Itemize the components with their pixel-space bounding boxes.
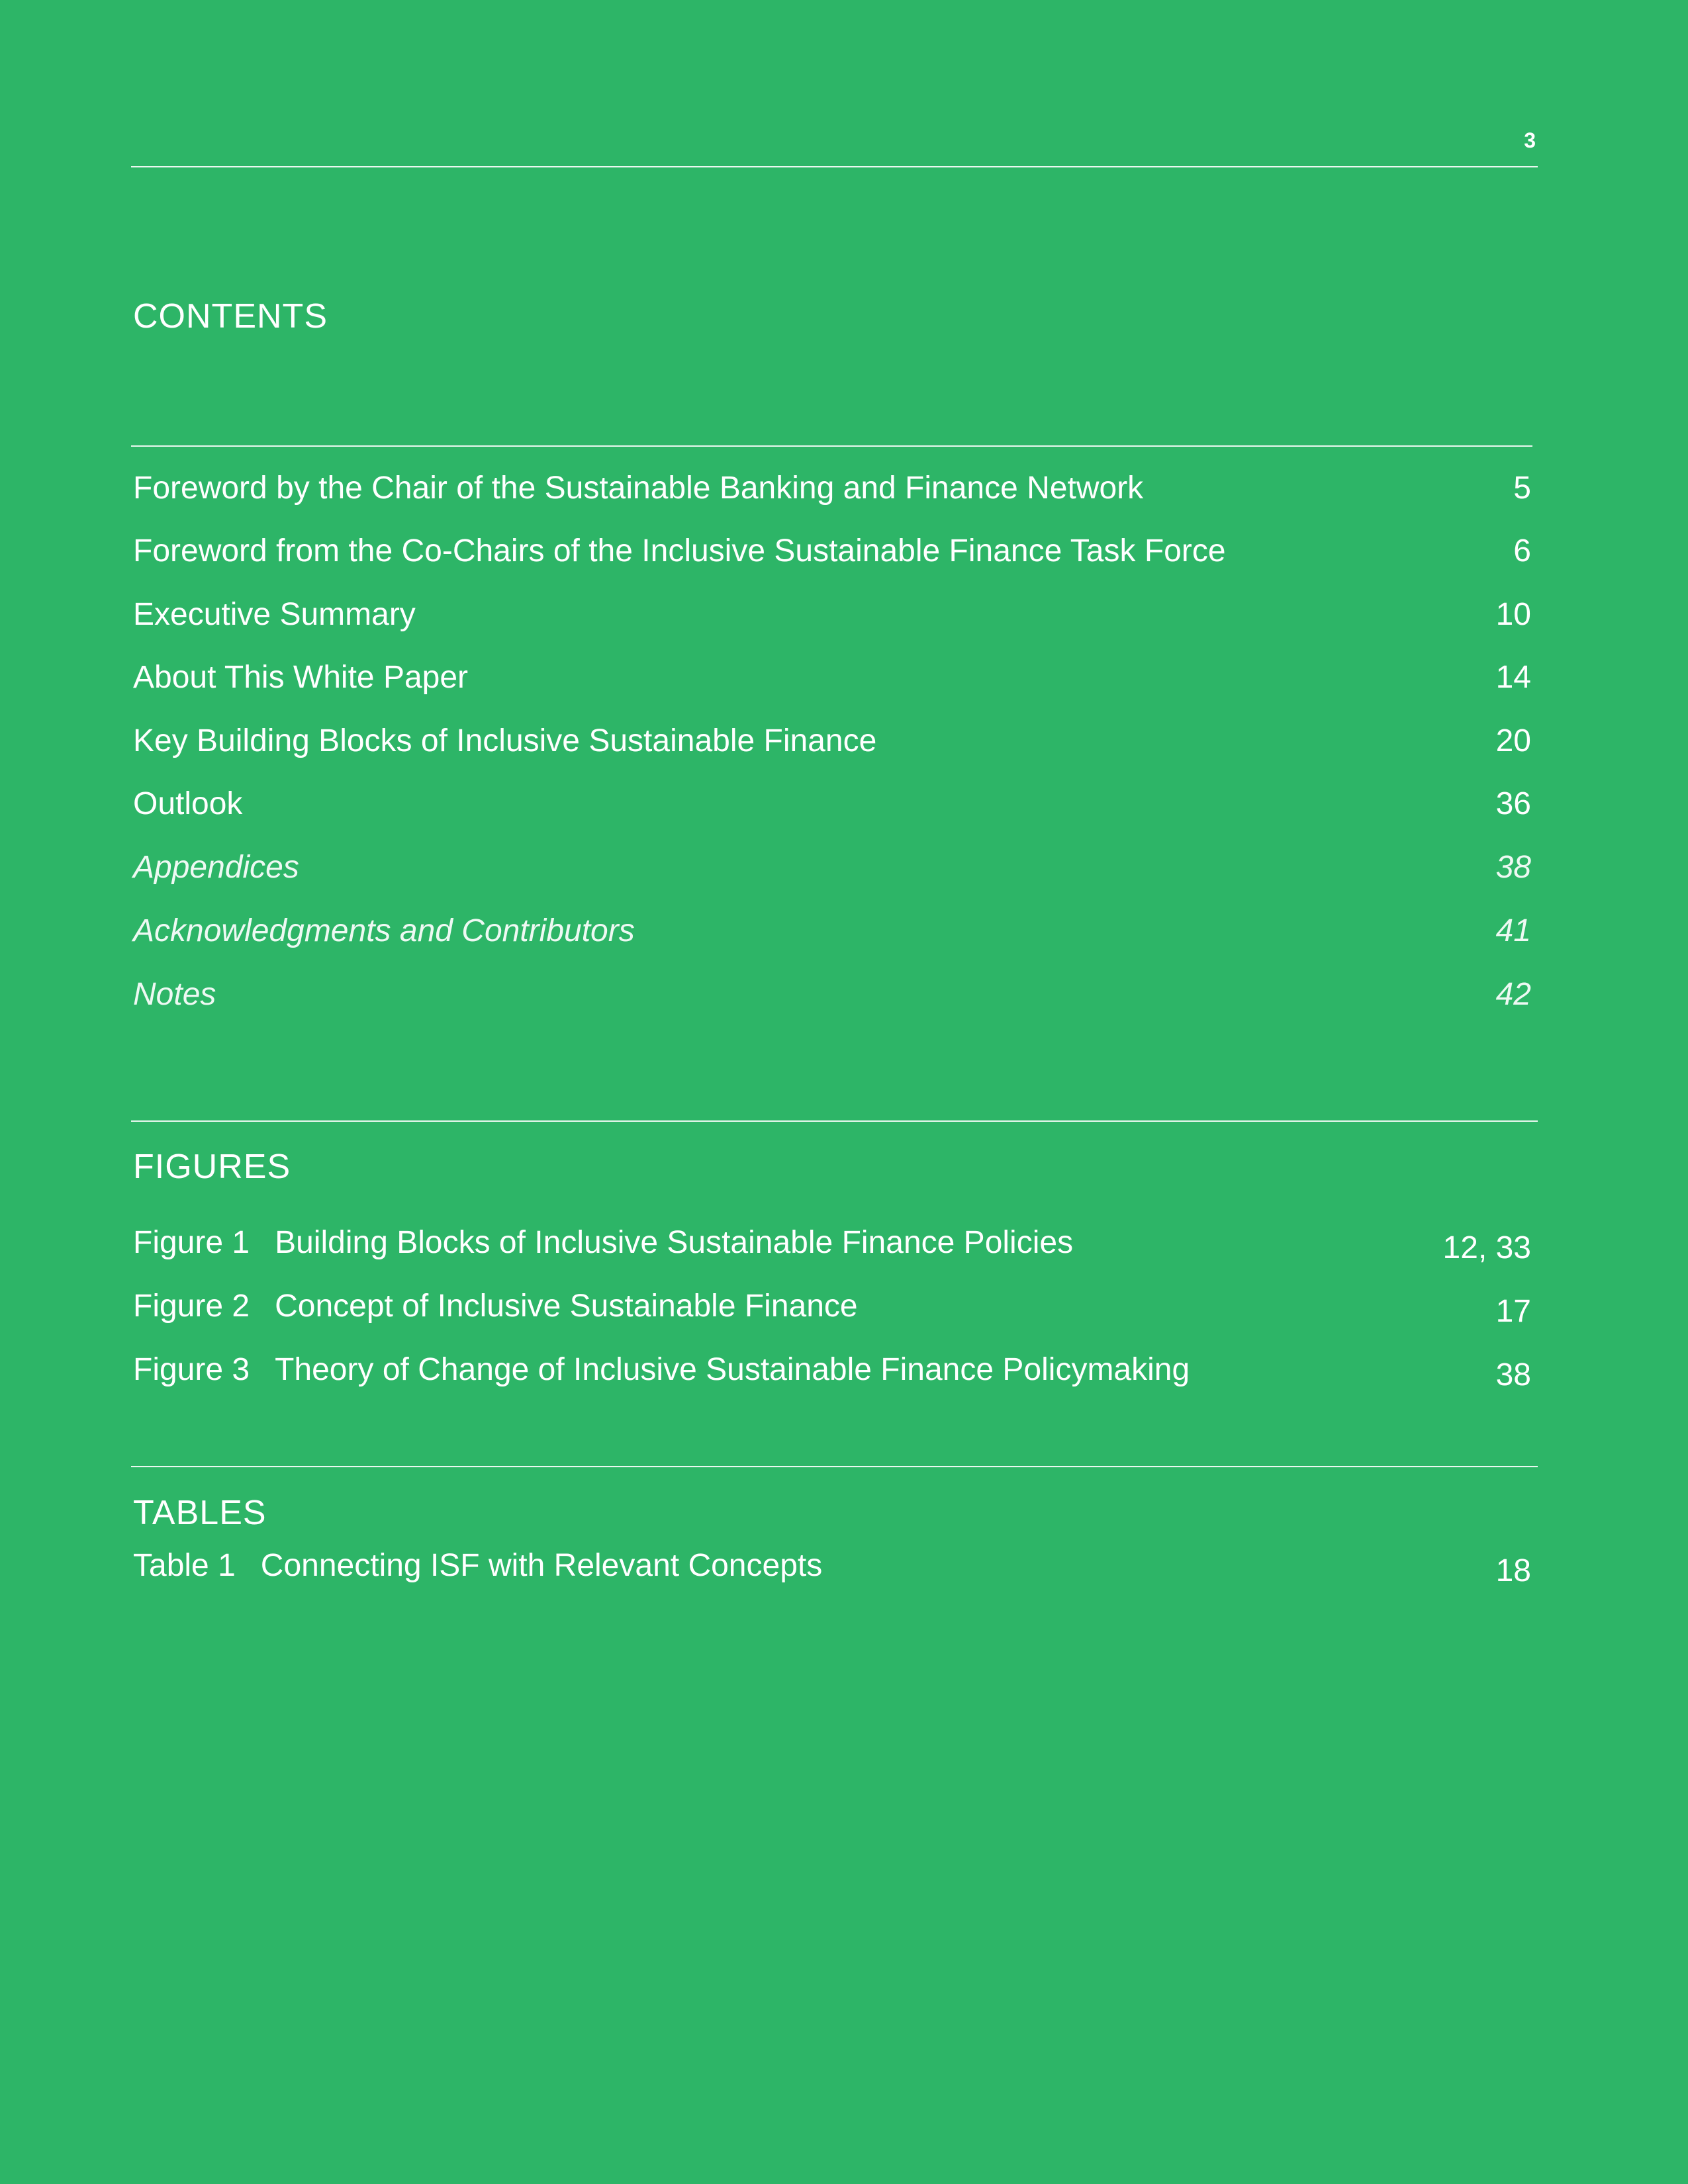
toc-item[interactable]	[133, 528, 1531, 574]
figures-heading: FIGURES	[133, 1148, 291, 1186]
figures-rule	[131, 1120, 1538, 1122]
figure-item-title: Theory of Change of Inclusive Sustainable Finance Policymaking	[275, 1352, 1190, 1387]
table-item-page: 18	[1495, 1553, 1531, 1588]
toc-item-page: 41	[1495, 913, 1531, 948]
toc-item-page: 10	[1495, 597, 1531, 632]
figure-item-label: Figure 1	[133, 1225, 250, 1260]
toc-item[interactable]	[133, 718, 1531, 764]
tables-rule	[131, 1466, 1538, 1467]
toc-item-title: Outlook	[133, 786, 243, 821]
toc-item-title: Appendices	[133, 850, 299, 885]
toc-item-page: 14	[1495, 660, 1531, 695]
toc-item[interactable]	[133, 844, 1531, 891]
toc-item-title: Foreword from the Co-Chairs of the Inclusive Sustainable Finance Task Force	[133, 533, 1226, 569]
toc-item-page: 42	[1495, 977, 1531, 1012]
figure-item[interactable]	[133, 1347, 1531, 1393]
figure-item-page: 17	[1495, 1294, 1531, 1329]
table-item-title: Connecting ISF with Relevant Concepts	[260, 1548, 823, 1583]
toc-item-page: 6	[1513, 533, 1531, 569]
contents-heading: CONTENTS	[133, 297, 328, 336]
toc-item[interactable]	[133, 655, 1531, 701]
toc-item-page: 20	[1495, 723, 1531, 758]
toc-item[interactable]	[133, 972, 1531, 1018]
contents-rule	[131, 445, 1532, 447]
figure-item-page: 12, 33	[1442, 1230, 1531, 1265]
table-item[interactable]	[133, 1543, 1531, 1589]
toc-item[interactable]	[133, 592, 1531, 638]
figure-item[interactable]	[133, 1283, 1531, 1330]
toc-item-title: Acknowledgments and Contributors	[133, 913, 635, 948]
toc-item[interactable]	[133, 465, 1531, 512]
toc-item-title: Foreword by the Chair of the Sustainable Banking and Finance Network	[133, 471, 1144, 506]
toc-item-page: 36	[1495, 786, 1531, 821]
figure-item-label: Figure 2	[133, 1289, 250, 1324]
toc-item-title: About This White Paper	[133, 660, 469, 695]
figure-item-title: Building Blocks of Inclusive Sustainable Finance Policies	[275, 1225, 1074, 1260]
toc-item-page: 38	[1495, 850, 1531, 885]
table-item-label: Table 1	[133, 1548, 236, 1583]
toc-item-title: Executive Summary	[133, 597, 416, 632]
figure-item-title: Concept of Inclusive Sustainable Finance	[275, 1289, 858, 1324]
header-rule	[131, 166, 1538, 167]
toc-item-title: Key Building Blocks of Inclusive Sustainable Finance	[133, 723, 877, 758]
figure-item[interactable]	[133, 1220, 1531, 1266]
toc-item-page: 5	[1513, 471, 1531, 506]
toc-item[interactable]	[133, 908, 1531, 954]
tables-heading: TABLES	[133, 1494, 267, 1532]
figure-item-label: Figure 3	[133, 1352, 250, 1387]
figure-item-page: 38	[1495, 1357, 1531, 1392]
toc-item-title: Notes	[133, 977, 216, 1012]
page-number: 3	[1524, 128, 1536, 152]
toc-item[interactable]	[133, 781, 1531, 827]
